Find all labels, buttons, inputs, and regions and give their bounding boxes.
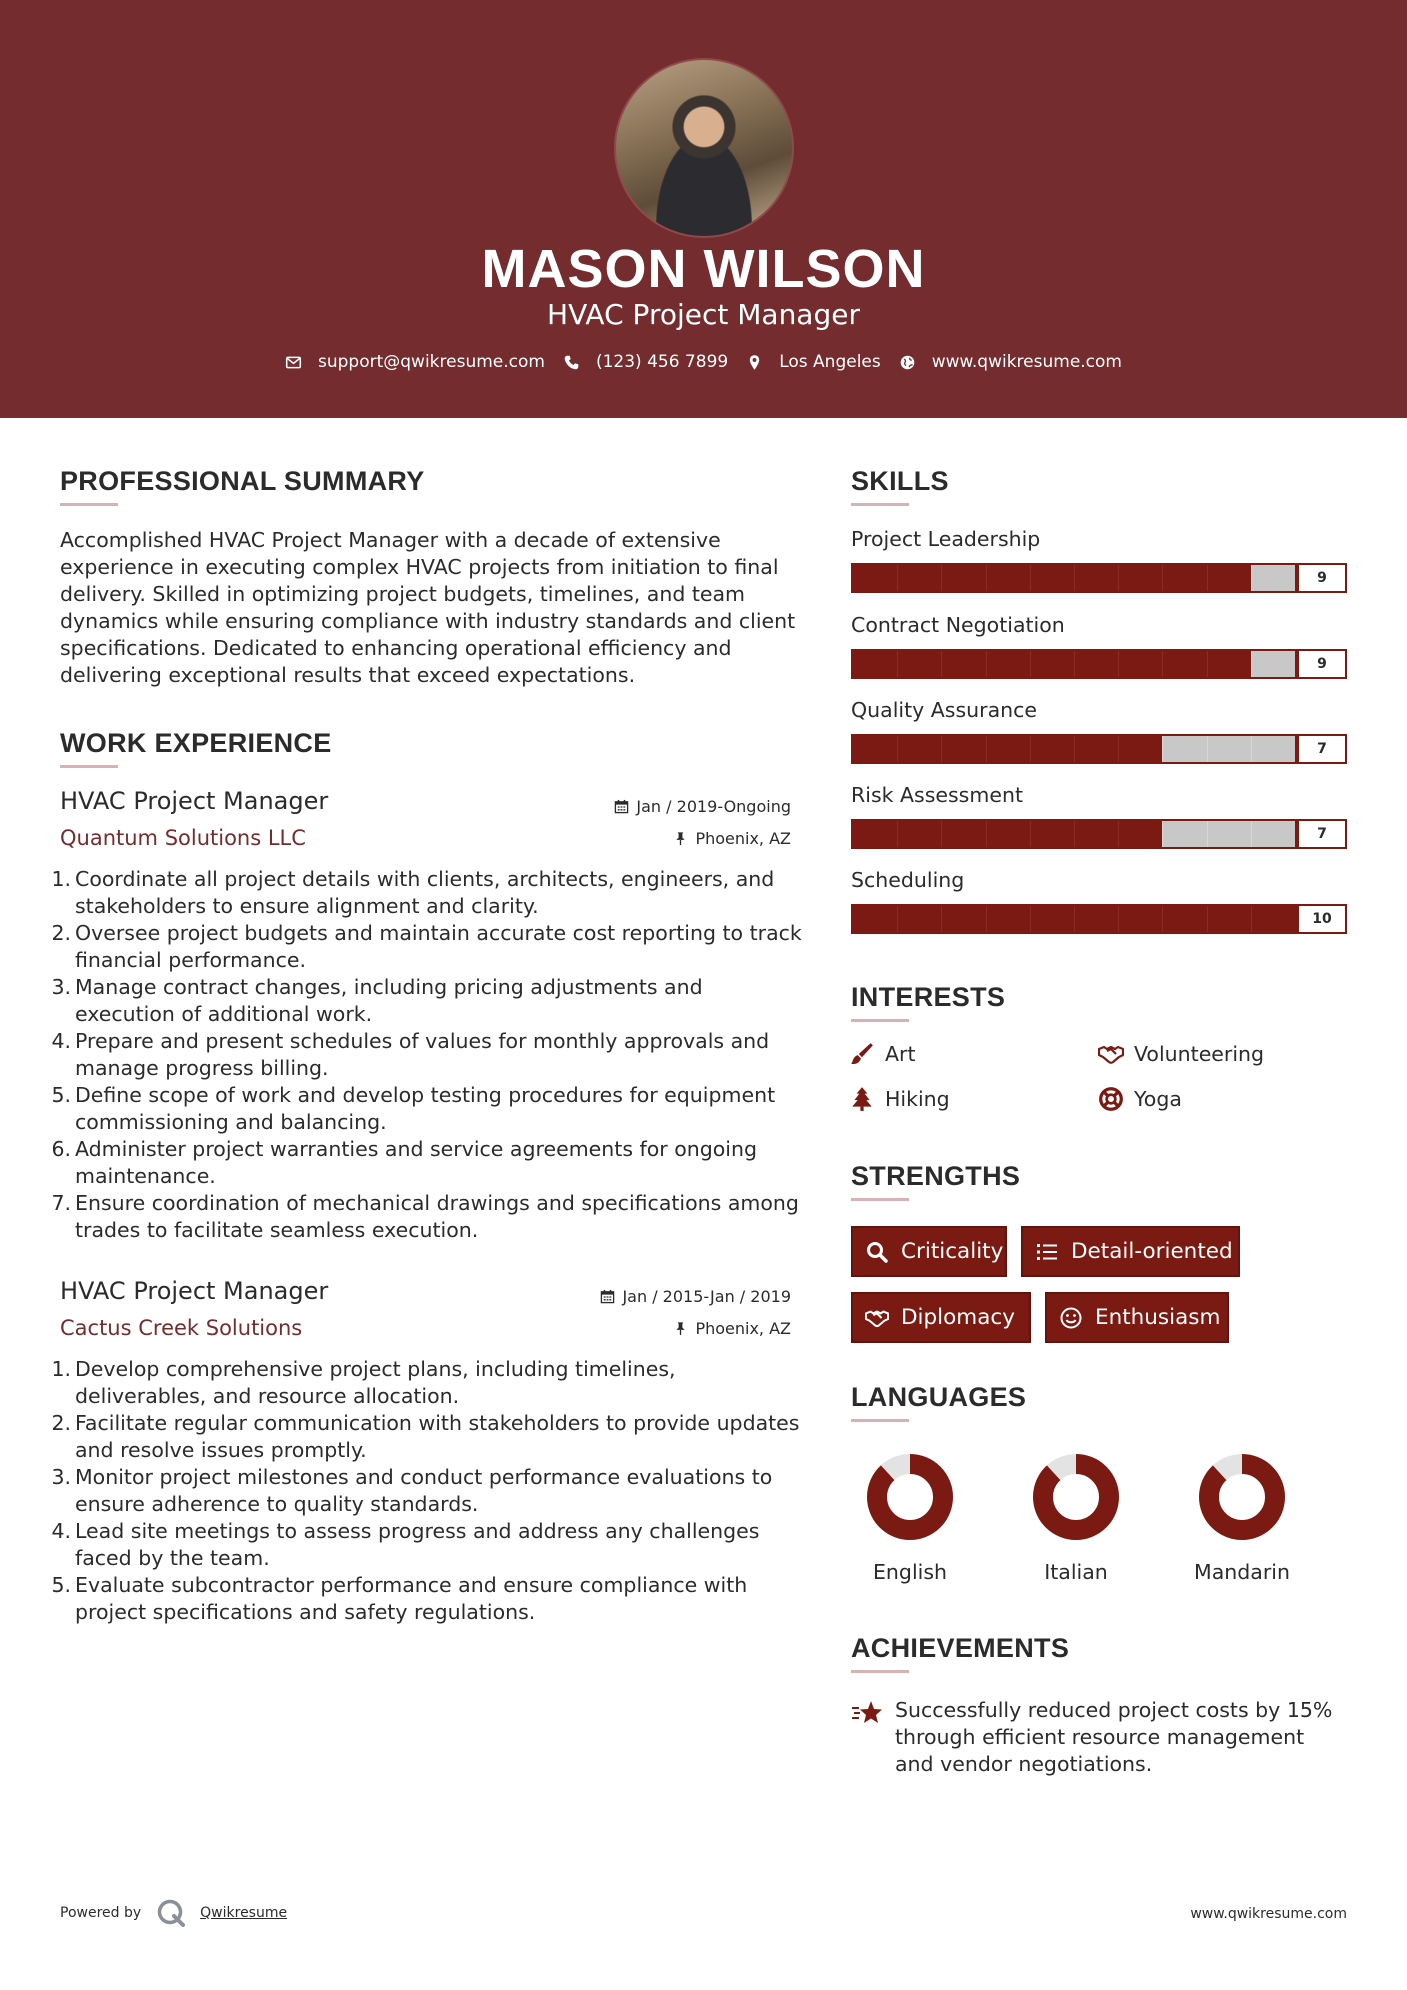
strength-badge: Enthusiasm	[1045, 1292, 1229, 1343]
skill-bar-divider	[1074, 906, 1075, 932]
calendar-icon	[614, 799, 629, 814]
job-bullets	[51, 1356, 803, 1626]
email-text: support@qwikresume.com	[318, 352, 545, 372]
list-item: 2. Oversee project budgets and maintain accurate cost reporting to track financial performance.	[51, 921, 802, 972]
list-item: 5. Define scope of work and develop testing procedures for equipment commissioning and balancing.	[51, 1083, 776, 1134]
language-label: English	[872, 1560, 948, 1584]
skill-bar-divider	[1118, 565, 1119, 591]
candidate-title: HVAC Project Manager	[547, 298, 860, 331]
skill-bar-divider	[941, 651, 942, 677]
skill-bar-divider	[941, 906, 942, 932]
skill-bar-divider	[1207, 565, 1208, 591]
smile-icon	[1059, 1306, 1083, 1330]
skill-bar-empty	[1162, 821, 1295, 847]
skill-bar-divider	[986, 906, 987, 932]
skill-bar-divider	[941, 821, 942, 847]
skill-bar-divider	[1118, 736, 1119, 762]
skill-bar-divider	[1251, 651, 1252, 677]
resume-header	[0, 0, 1407, 418]
skill-bar-divider	[1030, 565, 1031, 591]
language-donut-arc	[1043, 1464, 1109, 1530]
profile-photo	[614, 58, 794, 238]
website-text: www.qwikresume.com	[931, 352, 1122, 372]
skill-bar-divider	[986, 821, 987, 847]
footer-website[interactable]: www.qwikresume.com	[1190, 1906, 1347, 1922]
list-item: 1. Develop comprehensive project plans, including timelines, deliverables, and resource allocation.	[51, 1357, 676, 1408]
skill-level: 9	[1297, 565, 1345, 591]
skill-bar-divider	[1207, 651, 1208, 677]
skill-bar	[851, 819, 1347, 849]
skill-bar-divider	[897, 651, 898, 677]
job-dates-text: Jan / 2019-Ongoing	[636, 797, 791, 816]
skill-bar-divider	[1118, 821, 1119, 847]
skill-bar-divider	[1251, 906, 1252, 932]
strength-badge: Detail-oriented	[1021, 1226, 1240, 1277]
skill-bar	[851, 734, 1347, 764]
skill-label: Contract Negotiation	[851, 613, 1065, 637]
skills-heading: SKILLS	[851, 466, 949, 496]
interest-item: Hiking	[849, 1086, 950, 1112]
experience-underline	[60, 765, 118, 768]
skill-bar-divider	[1251, 821, 1252, 847]
job-title: HVAC Project Manager	[60, 787, 329, 815]
skill-level: 7	[1297, 736, 1345, 762]
skill-label: Project Leadership	[851, 527, 1041, 551]
skill-bar-divider	[1030, 906, 1031, 932]
skill-bar-divider	[897, 736, 898, 762]
contact-bar	[0, 352, 1407, 372]
experience-heading: WORK EXPERIENCE	[60, 728, 332, 758]
skill-bar-divider	[986, 651, 987, 677]
strength-badge: Diplomacy	[851, 1292, 1031, 1343]
job-title: HVAC Project Manager	[60, 1277, 329, 1305]
skill-bar-divider	[897, 565, 898, 591]
skill-bar	[851, 904, 1347, 934]
skill-bar	[851, 649, 1347, 679]
contact-website[interactable]	[899, 352, 1122, 372]
skill-bar-divider	[897, 821, 898, 847]
language-donut	[865, 1452, 955, 1542]
skill-bar-divider	[1162, 821, 1163, 847]
interest-item: Yoga	[1098, 1086, 1182, 1112]
life-ring-icon	[1098, 1086, 1124, 1112]
job-bullets	[51, 866, 803, 1244]
skill-label: Risk Assessment	[851, 783, 1023, 807]
skill-bar-divider	[1207, 821, 1208, 847]
language-item	[1011, 1452, 1141, 1584]
skill-level: 7	[1297, 821, 1345, 847]
language-item	[1177, 1452, 1307, 1584]
skill-bar-fill	[853, 736, 1162, 762]
skill-bar-divider	[1074, 651, 1075, 677]
pushpin-icon	[673, 1321, 688, 1336]
achievements-underline	[851, 1670, 909, 1673]
paintbrush-icon	[849, 1041, 875, 1067]
skill-bar-divider	[1118, 906, 1119, 932]
search-icon	[865, 1240, 889, 1264]
skill-bar-divider	[1030, 821, 1031, 847]
list-item: 7. Ensure coordination of mechanical drawings and specifications among trades to facilitate seamless execution.	[51, 1191, 799, 1242]
skill-bar-divider	[1251, 565, 1252, 591]
skill-bar-divider	[1118, 651, 1119, 677]
brand-link[interactable]: Qwikresume	[200, 1905, 288, 1921]
job-location	[673, 829, 791, 848]
phone-icon	[563, 354, 580, 371]
contact-email[interactable]	[285, 352, 545, 372]
job-dates	[614, 797, 791, 816]
skill-bar-divider	[1251, 736, 1252, 762]
skill-bar-empty	[1162, 736, 1295, 762]
skill-bar-divider	[941, 565, 942, 591]
footer-powered-by	[60, 1898, 287, 1928]
star-icon	[851, 1699, 883, 1727]
skill-bar-empty	[1251, 565, 1295, 591]
interest-item: Art	[849, 1041, 916, 1067]
skill-bar-divider	[1074, 736, 1075, 762]
skill-bar-divider	[1162, 736, 1163, 762]
list-item: 5. Evaluate subcontractor performance and ensure compliance with project specifications and safety regulations.	[51, 1573, 748, 1624]
handshake-icon	[1098, 1041, 1124, 1067]
skill-level: 9	[1297, 651, 1345, 677]
candidate-name: MASON WILSON	[481, 239, 926, 299]
achievements-heading: ACHIEVEMENTS	[851, 1633, 1070, 1663]
language-donut	[1031, 1452, 1121, 1542]
skill-bar-divider	[941, 736, 942, 762]
list-item: 2. Facilitate regular communication with stakeholders to provide updates and resolve issues promptly.	[51, 1411, 800, 1462]
language-item	[845, 1452, 975, 1584]
language-donut-arc	[877, 1464, 943, 1530]
tree-icon	[849, 1086, 875, 1112]
skill-label: Quality Assurance	[851, 698, 1038, 722]
language-label: Italian	[1044, 1560, 1108, 1584]
map-marker-icon	[746, 354, 763, 371]
skill-bar-divider	[1074, 821, 1075, 847]
strength-badge: Criticality	[851, 1226, 1007, 1277]
list-item: 3. Monitor project milestones and conduct performance evaluations to ensure adherence to quality standards.	[51, 1465, 773, 1516]
job-location	[673, 1319, 791, 1338]
pushpin-icon	[673, 831, 688, 846]
skill-label: Scheduling	[851, 868, 965, 892]
skill-bar-divider	[986, 736, 987, 762]
phone-text: (123) 456 7899	[595, 352, 729, 372]
list-item: 1. Coordinate all project details with clients, architects, engineers, and stakeholders to ensure alignment and clarity.	[51, 867, 775, 918]
language-label: Mandarin	[1194, 1560, 1290, 1584]
list-item: 4. Prepare and present schedules of values for monthly approvals and manage progress billing.	[51, 1029, 770, 1080]
summary-text: Accomplished HVAC Project Manager with a decade of extensive experience in executing complex HVAC projects from initiation to final delivery. Skilled in optimizing project budgets, timelines, and team dynamics while ensuring compliance with industry standards and client specifications. Dedicated to enhancing operational efficiency and delivering exceptional results that exceed expectations.	[60, 528, 796, 687]
skills-underline	[851, 503, 909, 506]
languages-underline	[851, 1419, 909, 1422]
skill-bar-divider	[1162, 651, 1163, 677]
skill-bar-divider	[1162, 906, 1163, 932]
skill-bar	[851, 563, 1347, 593]
language-donut	[1197, 1452, 1287, 1542]
skill-bar-divider	[1162, 565, 1163, 591]
skill-bar-divider	[897, 906, 898, 932]
skill-bar-empty	[1251, 651, 1295, 677]
interests-heading: INTERESTS	[851, 982, 1006, 1012]
language-donut-arc	[1209, 1464, 1275, 1530]
job-company: Quantum Solutions LLC	[60, 826, 306, 850]
skill-bar-divider	[1207, 906, 1208, 932]
summary-heading: PROFESSIONAL SUMMARY	[60, 466, 425, 496]
list-item: 4. Lead site meetings to assess progress and address any challenges faced by the team.	[51, 1519, 760, 1570]
powered-by-label: Powered by	[60, 1905, 142, 1921]
strengths-heading: STRENGTHS	[851, 1161, 1021, 1191]
skill-level: 10	[1297, 906, 1345, 932]
summary-underline	[60, 503, 118, 506]
achievement-item	[851, 1697, 1341, 1778]
contact-phone[interactable]	[563, 352, 728, 372]
skill-bar-divider	[1030, 736, 1031, 762]
qwikresume-logo-icon	[156, 1898, 186, 1928]
skill-bar-divider	[986, 565, 987, 591]
handshake-icon	[865, 1306, 889, 1330]
skill-bar-fill	[853, 821, 1162, 847]
skill-bar-divider	[1074, 565, 1075, 591]
skill-bar-fill	[853, 565, 1251, 591]
interests-underline	[851, 1019, 909, 1022]
list-item: 3. Manage contract changes, including pricing adjustments and execution of additional work.	[51, 975, 703, 1026]
achievement-text: Successfully reduced project costs by 15% through efficient resource management and vendor negotiations.	[895, 1698, 1333, 1776]
job-dates-text: Jan / 2015-Jan / 2019	[622, 1287, 791, 1306]
calendar-icon	[600, 1289, 615, 1304]
contact-location	[746, 352, 881, 372]
interest-item: Volunteering	[1098, 1041, 1264, 1067]
job-company: Cactus Creek Solutions	[60, 1316, 303, 1340]
job-dates	[600, 1287, 791, 1306]
job-location-text: Phoenix, AZ	[695, 1319, 791, 1338]
list-icon	[1035, 1240, 1059, 1264]
languages-heading: LANGUAGES	[851, 1382, 1027, 1412]
skill-bar-divider	[1207, 736, 1208, 762]
job-location-text: Phoenix, AZ	[695, 829, 791, 848]
skill-bar-fill	[853, 651, 1251, 677]
list-item: 6. Administer project warranties and service agreements for ongoing maintenance.	[51, 1137, 758, 1188]
globe-icon	[899, 354, 916, 371]
strengths-underline	[851, 1198, 909, 1201]
envelope-icon	[285, 354, 302, 371]
location-text: Los Angeles	[779, 352, 881, 372]
skill-bar-divider	[1030, 651, 1031, 677]
